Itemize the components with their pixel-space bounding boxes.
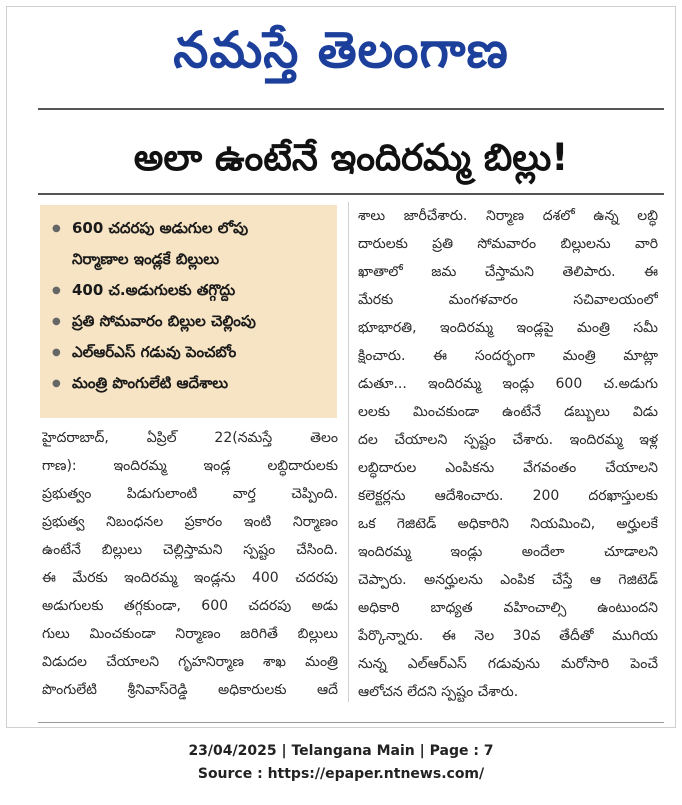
body-line: కలెక్టర్లను ఆదేశించారు. 200 దరఖాస్తులకు [358, 488, 658, 504]
body-line: ఇందిరమ్మ ఇండ్లు అందేలా చూడాలని [358, 544, 658, 560]
body-line: ఆలోచన లేదని స్పష్టం చేశారు. [358, 684, 519, 700]
body-line: అడుగులకు తగ్గకుండా, 600 చదరపు అడు [42, 598, 338, 614]
body-line: గులు మించకుండా నిర్మాణం జరిగితే బిల్లులు [42, 626, 338, 642]
body-line: అధికారి బాధ్యత వహించాల్సి ఉంటుందని [358, 600, 658, 616]
article-body-left-column [42, 424, 338, 704]
body-line: లలకు మించకుండా ఉంటేనే డబ్బులు విడు [358, 404, 658, 420]
highlight-bullet: ● ప్రతి సోమవారం బిల్లుల చెల్లింపు [52, 306, 331, 337]
body-line: పేర్కొన్నారు. ఈ నెల 30వ తేదీతో ముగియ [358, 628, 658, 644]
article-headline: అలా ఉంటేనే ఇందిరమ్మ బిల్లు! [133, 136, 569, 179]
article-body-right-column [358, 202, 658, 706]
body-line: మేరకు మంగళవారం సచివాలయంలో [358, 292, 658, 308]
body-line: ఉంటేనే బిల్లులు చెల్లిస్తామని స్పష్టం చేసింది. [42, 542, 338, 558]
masthead-divider [38, 108, 664, 110]
highlight-continuation: నిర్మాణాల ఇండ్లకే బిల్లులు [72, 250, 220, 268]
edition-info: 23/04/2025 | Telangana Main | Page : 7 [188, 743, 494, 759]
body-line: గాణ): ఇందిరమ్మ ఇండ్ల లబ్ధిదారులకు [42, 458, 338, 474]
body-line: ఈ మేరకు ఇందిరమ్మ ఇండ్లను 400 చదరపు [42, 570, 338, 586]
body-line: దారులకు ప్రతి సోమవారం బిల్లులను వారి [358, 236, 658, 252]
highlight-bullet: ● మంత్రి పొంగులేటి ఆదేశాలు [52, 368, 331, 399]
body-line: నున్న ఎల్‌ఆర్‌ఎస్ గడువును మరోసారి పెంచే [358, 656, 658, 672]
body-line: చెప్పారు. అనర్హులను ఎంపిక చేస్తే ఆ గెజిటెడ్ [358, 572, 658, 588]
footer-divider [38, 722, 664, 723]
body-line: లబ్ధిదారుల ఎంపికను వేగవంతం చేయాలని [358, 460, 658, 476]
source-link[interactable]: Source : https://epaper.ntnews.com/ [197, 766, 485, 782]
body-line: ఒక గెజిటెడ్ అధికారిని నియమించి, అర్హులకే [358, 516, 658, 532]
highlight-bullet: ● ఎల్‌ఆర్‌ఎస్ గడువు పెంచబోం [52, 337, 331, 368]
highlights-box [40, 205, 337, 418]
highlight-bullet: ● 400 చ.అడుగులకు తగ్గొద్దు [52, 275, 331, 306]
body-line: దల చేయాలని స్పష్టం చేశారు. ఇందిరమ్మ ఇళ్ల [358, 432, 658, 448]
body-line: ఖాతాలో జమ చేస్తామని తెలిపారు. ఈ [358, 264, 658, 280]
body-line: హైదరాబాద్, ఏప్రిల్ 22(నమస్తే తెలం [42, 430, 338, 446]
body-line: శాలు జారీచేశారు. నిర్మాణ దశలో ఉన్న లబ్ధి [358, 208, 658, 224]
body-line: డుతూ... ఇందిరమ్మ ఇండ్లు 600 చ.అడుగు [358, 376, 658, 392]
body-line: విడుదల చేయాలని గృహనిర్మాణ శాఖ మంత్రి [42, 654, 338, 670]
body-line: ప్రభుత్వ నిబంధనల ప్రకారం ఇంటి నిర్మాణం [42, 514, 338, 530]
headline-divider [38, 193, 664, 195]
body-line: పొంగులేటి శ్రీనివాస్‌రెడ్డి అధికారులకు ఆదే [42, 682, 338, 698]
column-divider [348, 202, 349, 702]
body-line: ప్రభుత్వం పిడుగులాంటి వార్త చెప్పింది. [42, 486, 338, 502]
newspaper-masthead: నమస్తే తెలంగాణ [173, 20, 509, 79]
body-line: క్షించారు. ఈ సందర్భంగా మంత్రి మాట్లా [358, 348, 658, 364]
body-line: భూభారతి, ఇందిరమ్మ ఇండ్లపై మంత్రి సమీ [358, 320, 658, 336]
highlight-bullet: ● 600 చదరపు అడుగుల లోపు [52, 213, 331, 244]
